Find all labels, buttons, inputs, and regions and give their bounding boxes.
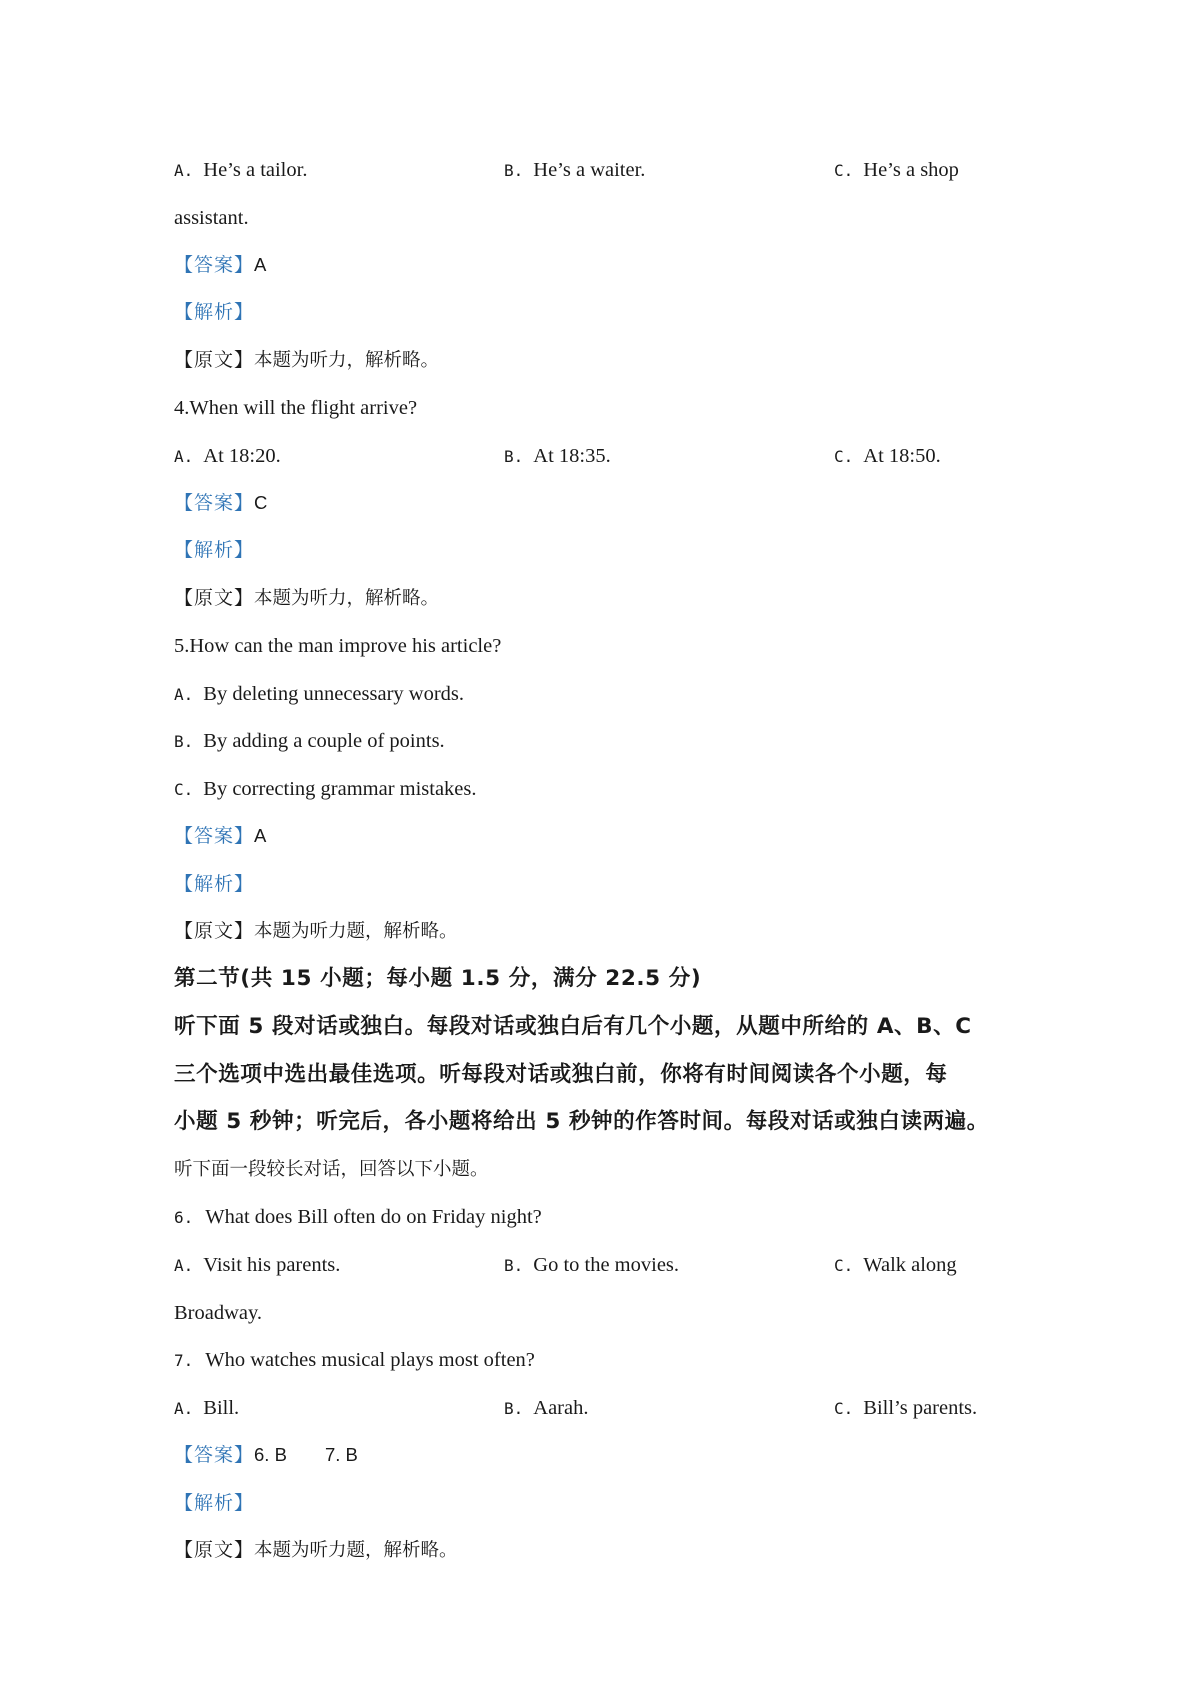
q6-option-c-wrap: Broadway.	[174, 1302, 263, 1324]
q67-original: 【原文】本题为听力题，解析略。	[174, 1539, 458, 1561]
q4-option-b: B. At 18:35.	[504, 445, 611, 467]
q5-option-a: A. By deleting unnecessary words.	[174, 683, 465, 705]
q3-original: 【原文】本题为听力，解析略。	[174, 349, 440, 371]
q67-analysis: 【解析】	[174, 1492, 255, 1514]
q7-question: 7. Who watches musical plays most often?	[174, 1349, 535, 1371]
q7-option-a: A. Bill.	[174, 1397, 240, 1419]
q5-analysis: 【解析】	[174, 873, 255, 895]
q4-option-c: C. At 18:50.	[834, 445, 941, 467]
q4-answer: 【答案】C	[174, 492, 268, 514]
section-instructions-line-1: 听下面 5 段对话或独白。每段对话或独白后有几个小题，从题中所给的 A、B、C	[174, 1014, 972, 1039]
q3-answer: 【答案】A	[174, 254, 267, 276]
q5-option-b: B. By adding a couple of points.	[174, 730, 445, 752]
q7-option-c: C. Bill’s parents.	[834, 1397, 978, 1419]
q7-option-b: B. Aarah.	[504, 1397, 589, 1419]
q4-question: 4.When will the flight arrive?	[174, 397, 418, 419]
q3-option-b: B. He’s a waiter.	[504, 159, 646, 181]
q6-option-c: C. Walk along	[834, 1254, 957, 1276]
q5-question: 5.How can the man improve his article?	[174, 635, 502, 657]
section-heading: 第二节(共 15 小题；每小题 1.5 分，满分 22.5 分)	[174, 966, 702, 991]
q4-option-a: A. At 18:20.	[174, 445, 281, 467]
q4-original: 【原文】本题为听力，解析略。	[174, 587, 440, 609]
section-note: 听下面一段较长对话，回答以下小题。	[174, 1159, 489, 1180]
q3-analysis: 【解析】	[174, 301, 255, 323]
q5-option-c: C. By correcting grammar mistakes.	[174, 778, 477, 800]
section-instructions-line-3: 小题 5 秒钟；听完后，各小题将给出 5 秒钟的作答时间。每段对话或独白读两遍。	[174, 1109, 989, 1134]
q3-option-c: C. He’s a shop	[834, 159, 959, 181]
section-instructions-line-2: 三个选项中选出最佳选项。听每段对话或独白前，你将有时间阅读各个小题，每	[174, 1062, 948, 1087]
q6-question: 6. What does Bill often do on Friday night?	[174, 1206, 542, 1228]
q67-answer: 【答案】6. B 7. B	[174, 1444, 358, 1466]
q6-option-a: A. Visit his parents.	[174, 1254, 341, 1276]
q3-option-a: A. He’s a tailor.	[174, 159, 308, 181]
q6-option-b: B. Go to the movies.	[504, 1254, 680, 1276]
q5-original: 【原文】本题为听力题，解析略。	[174, 920, 458, 942]
q5-answer: 【答案】A	[174, 825, 267, 847]
q3-option-c-wrap: assistant.	[174, 207, 249, 229]
q4-analysis: 【解析】	[174, 539, 255, 561]
